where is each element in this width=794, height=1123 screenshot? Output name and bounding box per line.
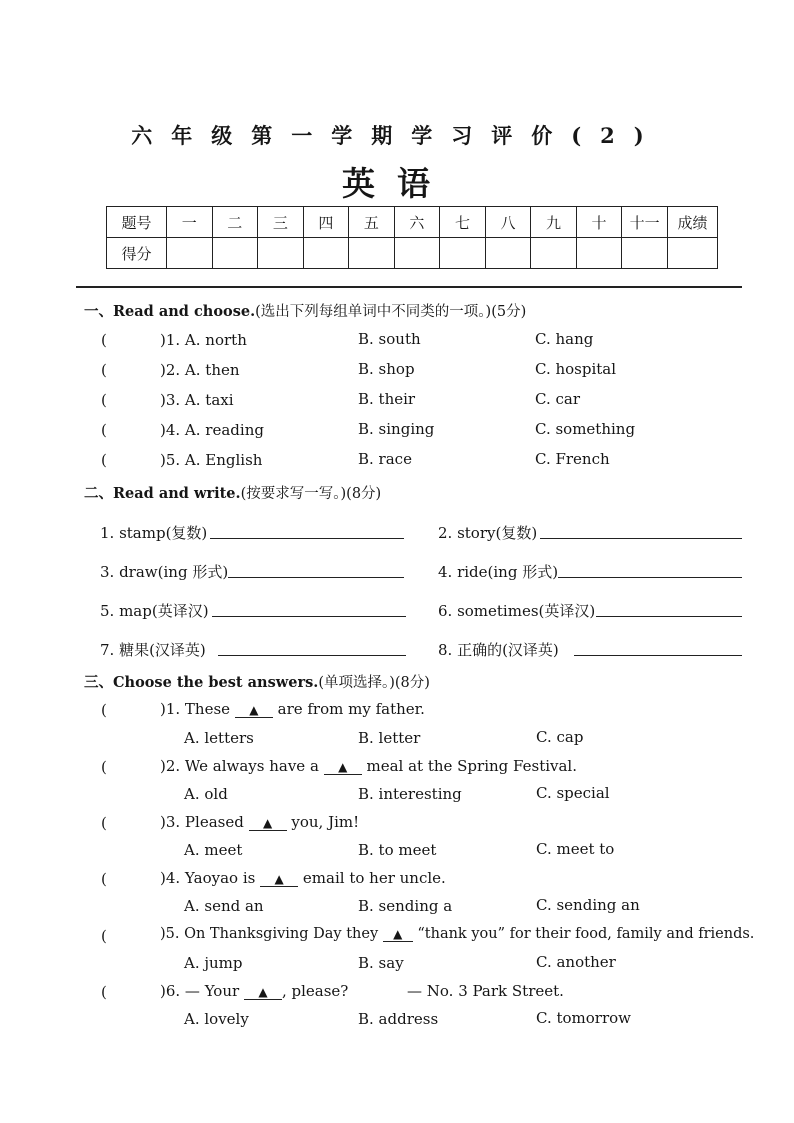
question-stem: )1. These — [160, 700, 231, 718]
question-text — [160, 982, 348, 1000]
answer-line[interactable] — [596, 616, 742, 617]
question-stem: )2. We always have a — [160, 757, 319, 775]
option-b: B. to meet — [358, 841, 437, 859]
answer-line[interactable] — [228, 577, 404, 578]
question-stem-end: email to her uncle. — [302, 869, 446, 887]
question-stem-end: are from my father. — [277, 700, 425, 718]
question-text: )2. A. then — [160, 361, 240, 379]
section-heading-cn: (单项选择。)(8分) — [318, 675, 430, 691]
option-c: C. special — [536, 784, 610, 802]
score-table-cell: 六 — [394, 207, 440, 238]
score-table-cell: 八 — [485, 207, 531, 238]
answer-bracket[interactable]: ( — [101, 758, 107, 776]
option-c: C. hospital — [535, 360, 617, 378]
option-b: B. shop — [358, 360, 415, 378]
score-table-cell: 九 — [531, 207, 577, 238]
prompt-label: 8. 正确的(汉译英) — [438, 641, 559, 659]
reply-text: — No. 3 Park Street. — [407, 982, 564, 1000]
answer-bracket[interactable]: ( — [101, 421, 107, 439]
score-table-score-row — [107, 238, 718, 269]
score-table-cell: 五 — [349, 207, 395, 238]
question-text — [160, 700, 425, 718]
page-title: 六年级第一学期学习评价(2) — [131, 123, 663, 148]
prompt-label: 7. 糖果(汉译英) — [100, 641, 206, 659]
score-input-cell[interactable] — [394, 238, 440, 269]
subject-title: 英语 — [342, 164, 452, 203]
question-stem: )6. — Your — [160, 982, 240, 1000]
option-b: B. say — [358, 954, 404, 972]
answer-bracket[interactable]: ( — [101, 361, 107, 379]
prompt-label: 6. sometimes(英译汉) — [438, 602, 596, 620]
prompt-label: 4. ride(ing 形式) — [438, 563, 559, 581]
blank-marker: ▲ — [244, 985, 282, 1000]
score-input-cell[interactable] — [212, 238, 258, 269]
score-input-cell[interactable] — [668, 238, 718, 269]
score-input-cell[interactable] — [349, 238, 395, 269]
score-table-cell: 三 — [258, 207, 304, 238]
section3-heading — [84, 671, 430, 692]
score-table-cell: 成绩 — [668, 207, 718, 238]
option-b: B. race — [358, 450, 412, 468]
option-b: B. their — [358, 390, 416, 408]
section-heading-en: 二、Read and write. — [84, 485, 241, 502]
section-heading-en: 三、Choose the best answers. — [84, 674, 319, 691]
option-c: C. hang — [535, 330, 594, 348]
section-heading-cn: (选出下列每组单词中不同类的一项。)(5分) — [255, 304, 527, 320]
prompt-label: 1. stamp(复数) — [100, 524, 208, 542]
score-input-cell[interactable] — [440, 238, 486, 269]
question-stem-end: “thank you” for their food, family and friends. — [417, 926, 755, 942]
blank-marker: ▲ — [260, 872, 298, 887]
blank-marker: ▲ — [249, 816, 287, 831]
score-input-cell[interactable] — [485, 238, 531, 269]
option-c: C. tomorrow — [536, 1009, 632, 1027]
question-text — [160, 813, 359, 831]
score-input-cell[interactable] — [576, 238, 622, 269]
score-table-cell: 一 — [167, 207, 213, 238]
option-c: C. car — [535, 390, 580, 408]
option-a: A. meet — [184, 841, 243, 859]
score-table-cell: 得分 — [107, 238, 167, 269]
option-c: C. sending an — [536, 896, 640, 914]
question-text: )1. A. north — [160, 331, 247, 349]
option-a: A. old — [184, 785, 228, 803]
score-table-cell: 十 — [576, 207, 622, 238]
answer-line[interactable] — [558, 577, 742, 578]
question-text — [160, 926, 754, 942]
score-input-cell[interactable] — [531, 238, 577, 269]
answer-line[interactable] — [212, 616, 406, 617]
option-b: B. singing — [358, 420, 435, 438]
question-text: )5. A. English — [160, 451, 263, 469]
score-input-cell[interactable] — [167, 238, 213, 269]
score-table-cell: 题号 — [107, 207, 167, 238]
option-a: A. send an — [184, 897, 264, 915]
answer-bracket[interactable]: ( — [101, 983, 107, 1001]
prompt-label: 2. story(复数) — [438, 524, 538, 542]
option-b: B. letter — [358, 729, 421, 747]
question-stem-end: meal at the Spring Festival. — [366, 757, 577, 775]
option-a: A. jump — [184, 954, 243, 972]
blank-marker: ▲ — [324, 760, 362, 775]
option-c: C. something — [535, 420, 636, 438]
option-a: A. letters — [184, 729, 254, 747]
answer-line[interactable] — [218, 655, 406, 656]
score-input-cell[interactable] — [622, 238, 668, 269]
question-stem-end: you, Jim! — [291, 813, 360, 831]
score-table-cell: 二 — [212, 207, 258, 238]
score-table — [106, 206, 718, 269]
score-table-cell: 四 — [303, 207, 349, 238]
option-c: C. meet to — [536, 840, 615, 858]
option-b: B. sending a — [358, 897, 453, 915]
answer-line[interactable] — [540, 538, 742, 539]
answer-line[interactable] — [574, 655, 742, 656]
option-c: C. another — [536, 953, 616, 971]
score-table-cell: 十一 — [622, 207, 668, 238]
answer-bracket[interactable]: ( — [101, 927, 107, 945]
question-text: )4. A. reading — [160, 421, 264, 439]
score-input-cell[interactable] — [258, 238, 304, 269]
option-c: C. French — [535, 450, 610, 468]
section-heading-cn: (按要求写一写。)(8分) — [240, 486, 382, 502]
score-table-cell: 七 — [440, 207, 486, 238]
option-b: B. south — [358, 330, 421, 348]
score-input-cell[interactable] — [303, 238, 349, 269]
section2-heading — [84, 482, 381, 503]
question-stem-end: , please? — [281, 982, 349, 1000]
answer-bracket[interactable]: ( — [101, 451, 107, 469]
blank-marker: ▲ — [235, 703, 273, 718]
option-b: B. address — [358, 1010, 439, 1028]
option-c: C. cap — [536, 728, 584, 746]
blank-marker: ▲ — [383, 927, 413, 942]
answer-bracket[interactable]: ( — [101, 701, 107, 719]
section-heading-en: 一、Read and choose. — [84, 303, 256, 320]
question-text: )3. A. taxi — [160, 391, 234, 409]
prompt-label: 5. map(英译汉) — [100, 602, 209, 620]
answer-bracket[interactable]: ( — [101, 814, 107, 832]
divider — [76, 286, 742, 288]
option-b: B. interesting — [358, 785, 462, 803]
score-table-header-row — [107, 207, 718, 238]
question-text — [160, 869, 446, 887]
answer-bracket[interactable]: ( — [101, 331, 107, 349]
answer-bracket[interactable]: ( — [101, 391, 107, 409]
section1-heading — [84, 300, 526, 321]
question-stem: )3. Pleased — [160, 813, 244, 831]
answer-bracket[interactable]: ( — [101, 870, 107, 888]
question-stem: )5. On Thanksgiving Day they — [160, 926, 379, 942]
option-a: A. lovely — [184, 1010, 249, 1028]
answer-line[interactable] — [210, 538, 404, 539]
prompt-label: 3. draw(ing 形式) — [100, 563, 229, 581]
question-text — [160, 757, 577, 775]
question-stem: )4. Yaoyao is — [160, 869, 256, 887]
